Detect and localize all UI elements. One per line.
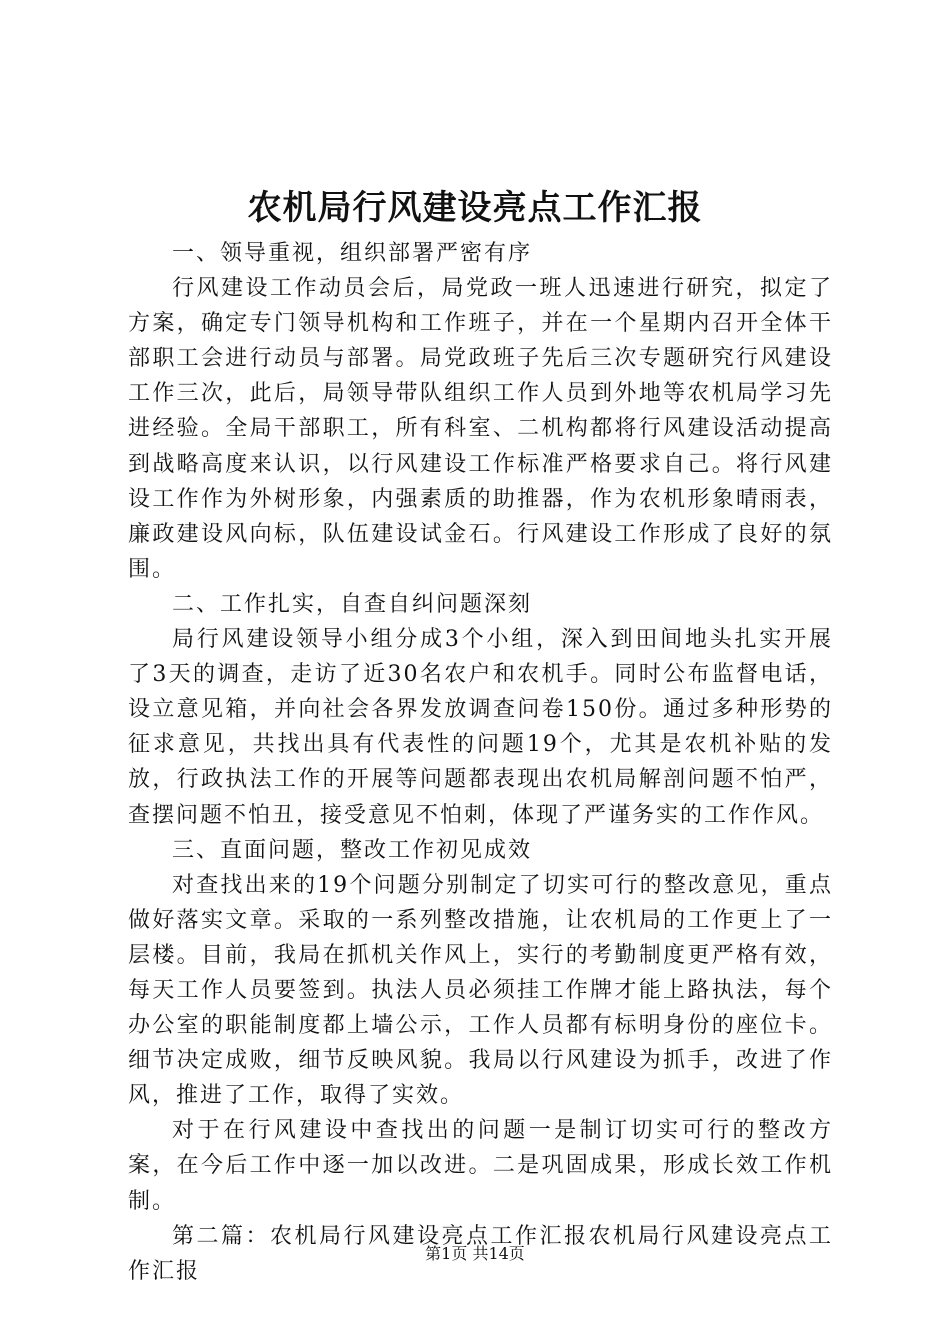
paragraph-2: 局行风建设领导小组分成3个小组，深入到田间地头扎实开展了3天的调查，走访了近30名农户和农机手。同时公布监督电话，设立意见箱，并向社会各界发放调查问卷150份。通过多种形势的征求意见，共找出具有代表性的问题19个，尤其是农机补贴的发放，行政执法工作的开展等问题都表现出农机局解剖问题不怕严，查摆问题不怕丑，接受意见不怕刺，体现了严谨务实的工作作风。 [128,627,833,828]
document-body [128,236,833,1289]
paragraph-1: 行风建设工作动员会后，局党政一班人迅速进行研究，拟定了方案，确定专门领导机构和工作班子，并在一个星期内召开全体干部职工会进行动员与部署。局党政班子先后三次专题研究行风建设工作三次，此后，局领导带队组织工作人员到外地等农机局学习先进经验。全局干部职工，所有科室、二机构都将行风建设活动提高到战略高度来认识，以行风建设工作标准严格要求自己。将行风建设工作作为外树形象，内强素质的助推器，作为农机形象晴雨表，廉政建设风向标，队伍建设试金石。行风建设工作形成了良好的氛围。 [128,276,833,582]
document-title: 农机局行风建设亮点工作汇报 [247,188,703,228]
section-heading-1: 一、领导重视，组织部署严密有序 [172,241,533,266]
paragraph-3: 对查找出来的19个问题分别制定了切实可行的整改意见，重点做好落实文章。采取的一系列整改措施，让农机局的工作更上了一层楼。目前，我局在抓机关作风上，实行的考勤制度更严格有效，每天工作人员要签到。执法人员必须挂工作牌才能上路执法，每个办公室的职能制度都上墙公示，工作人员都有标明身份的座位卡。细节决定成败，细节反映风貌。我局以行风建设为抓手，改进了作风，推进了工作，取得了实效。 [128,872,833,1109]
page-number-footer: 第1页 共14页 [425,1244,525,1263]
paragraph-4: 对于在行风建设中查找出的问题一是制订切实可行的整改方案，在今后工作中逐一加以改进。二是巩固成果，形成长效工作机制。 [128,1118,833,1214]
paragraph-5: 第二篇：农机局行风建设亮点工作汇报农机局行风建设亮点工作汇报 [128,1223,833,1284]
section-heading-3: 三、直面问题，整改工作初见成效 [172,837,533,863]
section-heading-2: 二、工作扎实，自查自纠问题深刻 [172,591,533,617]
